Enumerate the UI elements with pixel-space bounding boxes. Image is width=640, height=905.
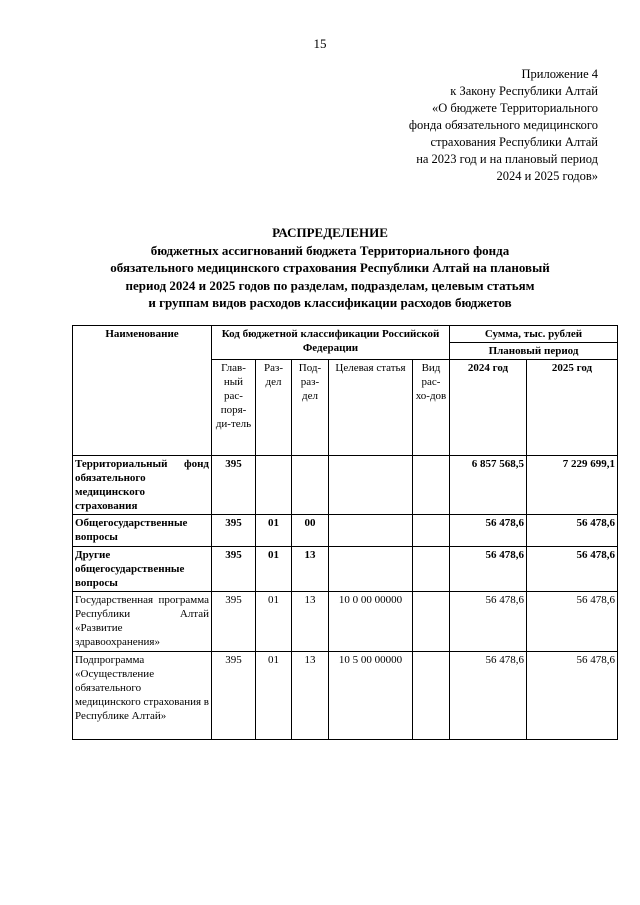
row-podrazdel: 00 — [292, 515, 329, 547]
row-name: Другие общегосударственные вопросы — [73, 547, 212, 592]
title-line: период 2024 и 2025 годов по разделам, подразделам, целевым статьям — [125, 277, 535, 293]
appendix-line: «О бюджете Территориального — [432, 101, 598, 115]
row-2024: 56 478,6 — [450, 547, 527, 592]
row-celevaya: 10 5 00 00000 — [329, 652, 413, 740]
appendix-block — [298, 66, 598, 185]
header-sum-group: Сумма, тыс. рублей — [450, 326, 618, 343]
row-glavny: 395 — [212, 515, 256, 547]
title-heading: РАСПРЕДЕЛЕНИЕ — [272, 225, 388, 240]
row-glavny: 395 — [212, 547, 256, 592]
row-celevaya — [329, 515, 413, 547]
row-vid — [413, 547, 450, 592]
row-name: Общегосударственные вопросы — [73, 515, 212, 547]
header-2025: 2025 год — [527, 360, 618, 456]
appendix-line: фонда обязательного медицинского — [408, 118, 598, 132]
row-razdel: 01 — [256, 592, 292, 652]
row-celevaya: 10 0 00 00000 — [329, 592, 413, 652]
row-celevaya — [329, 456, 413, 515]
row-2024: 56 478,6 — [450, 592, 527, 652]
row-name: Государственная программа Республики Алтай «Развитие здравоохранения» — [73, 592, 212, 652]
row-2025: 56 478,6 — [527, 515, 618, 547]
row-2024: 56 478,6 — [450, 652, 527, 740]
budget-table — [72, 325, 618, 740]
header-2024: 2024 год — [450, 360, 527, 456]
title-line: и группам видов расходов классификации расходов бюджетов — [148, 295, 512, 310]
header-glavny: Глав-ный рас-поря-ди-тель — [212, 360, 256, 456]
table-row — [73, 515, 618, 547]
row-razdel: 01 — [256, 652, 292, 740]
row-2025: 7 229 699,1 — [527, 456, 618, 515]
table-row — [73, 547, 618, 592]
row-2025: 56 478,6 — [527, 592, 618, 652]
header-name: Наименование — [73, 326, 212, 456]
appendix-line: на 2023 год и на плановый период — [416, 152, 598, 166]
row-razdel — [256, 456, 292, 515]
row-glavny: 395 — [212, 652, 256, 740]
header-plan-period: Плановый период — [450, 343, 618, 360]
appendix-line: 2024 и 2025 годов» — [496, 169, 598, 183]
appendix-line: страхования Республики Алтай — [430, 135, 598, 149]
row-vid — [413, 592, 450, 652]
page-number: 15 — [313, 36, 327, 51]
header-vid: Вид рас-хо-дов — [413, 360, 450, 456]
row-podrazdel: 13 — [292, 592, 329, 652]
header-celevaya: Целевая статья — [329, 360, 413, 456]
row-name: Территориальный фонд обязательного медицинского страхования — [73, 456, 212, 515]
row-name: Подпрограмма «Осуществление обязательного медицинского страхования в Республике Алтай» — [73, 652, 212, 740]
row-2024: 6 857 568,5 — [450, 456, 527, 515]
header-razdel: Раз-дел — [256, 360, 292, 456]
row-2025: 56 478,6 — [527, 547, 618, 592]
row-vid — [413, 652, 450, 740]
document-title — [40, 224, 620, 312]
row-glavny: 395 — [212, 456, 256, 515]
table-row — [73, 592, 618, 652]
row-vid — [413, 456, 450, 515]
row-podrazdel: 13 — [292, 652, 329, 740]
row-vid — [413, 515, 450, 547]
row-2025: 56 478,6 — [527, 652, 618, 740]
row-razdel: 01 — [256, 515, 292, 547]
table-row — [73, 652, 618, 740]
row-celevaya — [329, 547, 413, 592]
row-podrazdel — [292, 456, 329, 515]
table-row — [73, 456, 618, 515]
title-line: обязательного медицинского страхования Республики Алтай на плановый — [110, 260, 550, 275]
row-razdel: 01 — [256, 547, 292, 592]
title-line: бюджетных ассигнований бюджета Территориального фонда — [150, 242, 510, 258]
header-code-group: Код бюджетной классификации Российской Федерации — [212, 326, 450, 360]
row-podrazdel: 13 — [292, 547, 329, 592]
row-glavny: 395 — [212, 592, 256, 652]
appendix-line: Приложение 4 — [521, 67, 598, 81]
row-2024: 56 478,6 — [450, 515, 527, 547]
appendix-line: к Закону Республики Алтай — [450, 84, 598, 98]
header-podrazdel: Под-раз-дел — [292, 360, 329, 456]
